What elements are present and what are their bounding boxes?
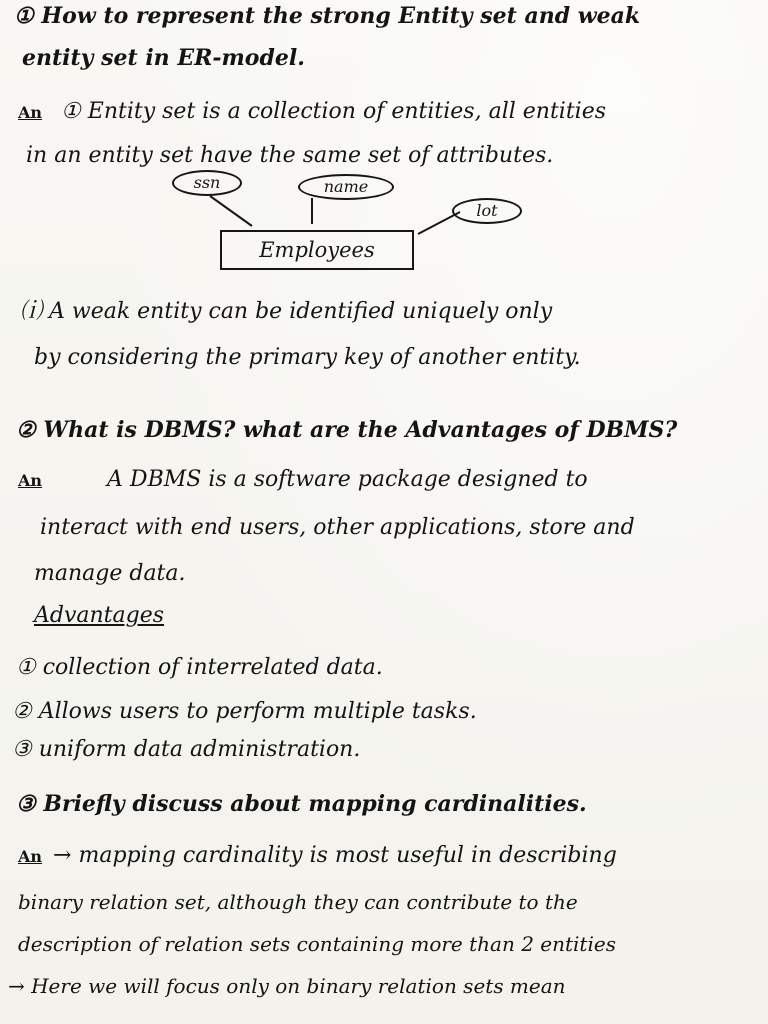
answer-3-line-2: binary relation set, although they can contribute to the xyxy=(18,890,578,914)
er-diagram xyxy=(160,168,540,278)
answer-2-line-2: interact with end users, other applications, store and xyxy=(40,515,635,540)
advantage-item-2: ② Allows users to perform multiple tasks. xyxy=(12,699,477,724)
answer-3-line-3: description of relation sets containing more than 2 entities xyxy=(18,932,616,956)
answer-1-line-1 xyxy=(18,98,606,127)
attribute-name: name xyxy=(298,174,394,200)
entity-employees: Employees xyxy=(220,230,414,270)
answer-1-line-3: ⒤ A weak entity can be identified uniquely only xyxy=(20,299,553,324)
answer-3-line-1 xyxy=(18,842,617,871)
answer-marker: An xyxy=(18,847,43,866)
answer-marker: An xyxy=(18,471,43,490)
question-1-line-2: entity set in ER-model. xyxy=(22,45,305,71)
answer-3-text: → mapping cardinality is most useful in describing xyxy=(53,843,617,868)
attribute-ssn: ssn xyxy=(172,170,242,196)
answer-2-text: A DBMS is a software package designed to xyxy=(107,467,588,492)
question-3-line-1: ③ Briefly discuss about mapping cardinalities. xyxy=(16,791,587,817)
answer-1-text: ① Entity set is a collection of entities, all entities xyxy=(61,99,607,124)
answer-1-line-2: in an entity set have the same set of attributes. xyxy=(26,143,554,168)
advantage-item-3: ③ uniform data administration. xyxy=(12,737,361,762)
answer-2-line-1 xyxy=(18,466,588,495)
answer-1-line-4: by considering the primary key of another entity. xyxy=(34,345,581,370)
advantage-item-1: ① collection of interrelated data. xyxy=(16,655,383,680)
question-2-line-1: ② What is DBMS? what are the Advantages of DBMS? xyxy=(16,417,678,443)
attribute-lot: lot xyxy=(452,198,522,224)
answer-2-line-3: manage data. xyxy=(34,561,186,586)
advantages-heading: Advantages xyxy=(34,603,165,628)
answer-3-line-4: → Here we will focus only on binary relation sets mean xyxy=(8,974,566,998)
question-1-line-1: ① How to represent the strong Entity set and weak xyxy=(14,3,641,29)
answer-marker: An xyxy=(18,103,43,122)
